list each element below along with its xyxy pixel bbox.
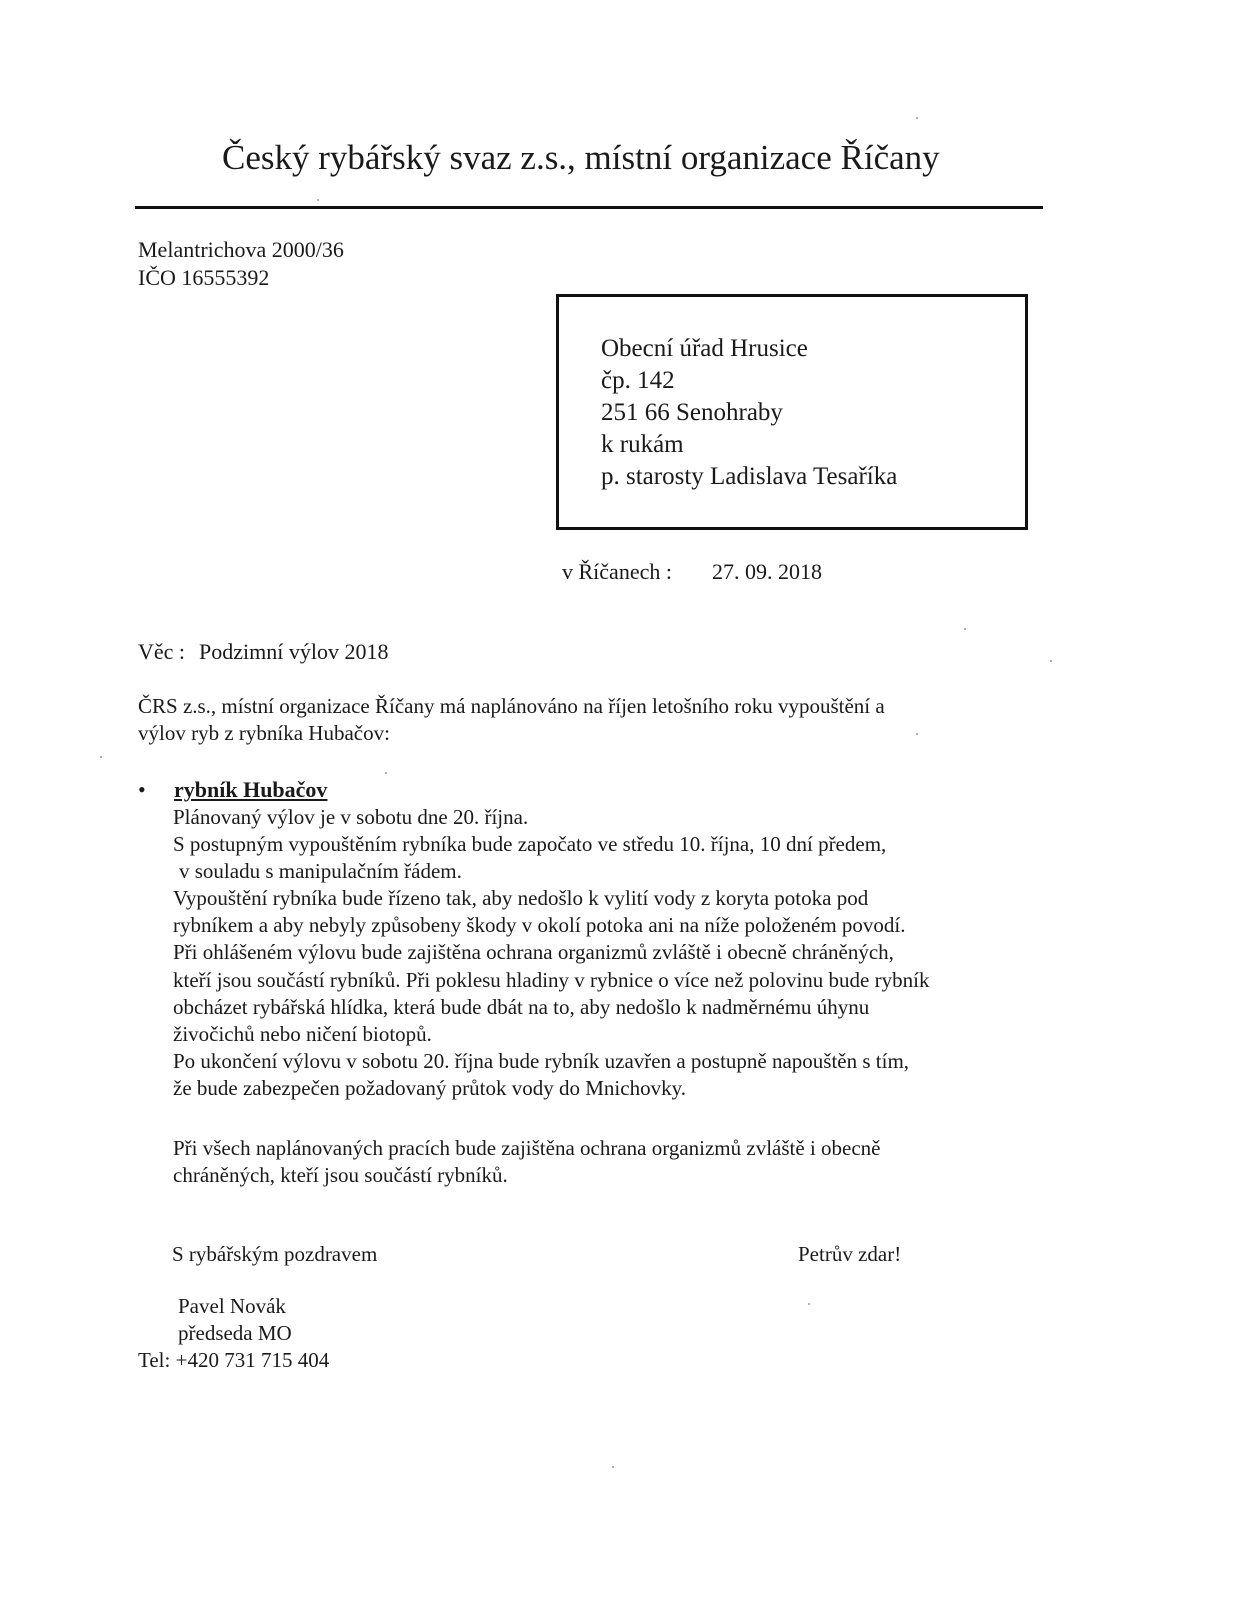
bullet-body	[173, 804, 929, 1102]
bullet-icon: •	[138, 777, 146, 802]
body-line: S postupným vypouštěním rybníka bude započato ve středu 10. října, 10 dní předem,	[173, 832, 887, 857]
letter-date: 27. 09. 2018	[711, 559, 822, 584]
scan-speck	[964, 628, 966, 630]
recipient-line: k rukám	[601, 431, 684, 458]
intro-paragraph	[138, 693, 885, 747]
motto: Petrův zdar!	[798, 1242, 902, 1266]
greeting: S rybářským pozdravem	[172, 1242, 378, 1266]
scan-speck	[612, 1466, 614, 1468]
recipient-line: 251 66 Senohraby	[601, 399, 783, 426]
scan-speck	[916, 733, 918, 735]
scan-speck	[1050, 660, 1052, 662]
scan-speck	[385, 772, 387, 774]
scan-speck	[916, 117, 918, 119]
sender-ico: IČO 16555392	[138, 265, 270, 290]
closing-line: Při všech naplánovaných pracích bude zajištěna ochrana organizmů zvláště i obecně	[173, 1136, 881, 1160]
recipient-address-box	[556, 294, 1028, 530]
recipient-line: čp. 142	[601, 367, 675, 394]
bullet-title: rybník Hubačov	[174, 777, 328, 802]
header-divider	[135, 206, 1043, 209]
body-line: rybníkem a aby nebyly způsobeny škody v okolí potoka ani na níže položeném povodí.	[173, 913, 906, 938]
body-line: Plánovaný výlov je v sobotu dne 20. října.	[173, 805, 529, 829]
scan-speck	[808, 1303, 810, 1305]
body-line: Vypouštění rybníka bude řízeno tak, aby nedošlo k vylití vody z koryta potoka pod	[173, 886, 869, 911]
place-date-line	[562, 558, 822, 586]
signature-block	[178, 1293, 292, 1347]
subject-line	[138, 638, 388, 666]
scan-speck	[100, 756, 102, 758]
subject-text: Podzimní výlov 2018	[199, 639, 389, 664]
intro-line: výlov ryb z rybníka Hubačov:	[138, 721, 390, 745]
scan-speck	[317, 199, 319, 201]
recipient-line: Obecní úřad Hrusice	[601, 335, 808, 362]
sender-block	[138, 236, 344, 292]
body-line: kteří jsou součástí rybníků. Při poklesu hladiny v rybnice o více než polovinu bude rybník	[173, 967, 930, 992]
closing-line: chráněných, kteří jsou součástí rybníků.	[173, 1163, 508, 1187]
body-line: obcházet rybářská hlídka, která bude dbát na to, aby nedošlo k nadměrnému úhynu	[173, 994, 870, 1019]
body-line: Po ukončení výlovu v sobotu 20. října bude rybník uzavřen a postupně napouštěn s tím,	[173, 1048, 910, 1073]
closing-paragraph	[173, 1135, 881, 1189]
body-line: živočichů nebo ničení biotopů.	[173, 1021, 432, 1046]
body-line: Při ohlášeném výlovu bude zajištěna ochrana organizmů zvláště i obecně chráněných,	[173, 940, 894, 965]
recipient-line: p. starosty Ladislava Tesaříka	[601, 463, 898, 490]
body-line: v souladu s manipulačním řádem.	[179, 859, 462, 884]
phone-number: Tel: +420 731 715 404	[138, 1348, 330, 1372]
signer-role: předseda MO	[178, 1321, 292, 1345]
subject-label: Věc :	[138, 639, 186, 664]
place: v Říčanech :	[562, 559, 672, 584]
signer-name: Pavel Novák	[178, 1294, 286, 1318]
intro-line: ČRS z.s., místní organizace Říčany má naplánováno na říjen letošního roku vypouštění a	[138, 694, 885, 718]
recipient-lines	[601, 333, 897, 493]
sender-address: Melantrichova 2000/36	[138, 237, 344, 262]
body-line: že bude zabezpečen požadovaný průtok vody do Mnichovky.	[173, 1075, 686, 1100]
organization-title: Český rybářský svaz z.s., místní organizace Říčany	[222, 138, 940, 177]
